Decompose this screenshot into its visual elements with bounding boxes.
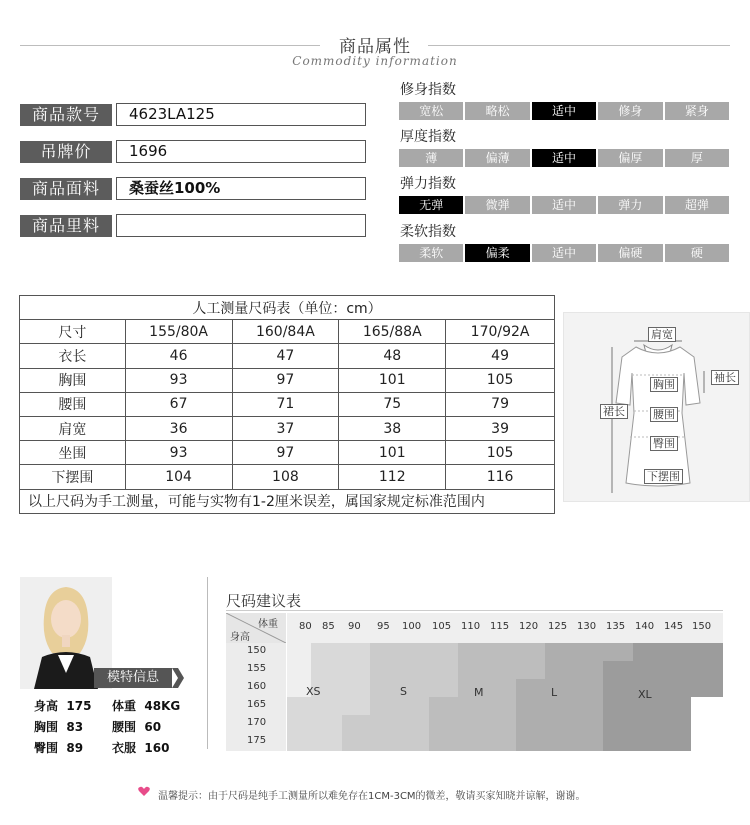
stat-value: 175 (66, 699, 92, 713)
softness-option-selected: 偏柔 (465, 244, 531, 262)
stat-label: 腰围 (112, 720, 137, 734)
thickness-option: 厚 (665, 149, 729, 167)
size-label-l: L (551, 686, 558, 699)
table-cell: 48 (339, 344, 446, 368)
title-underline (226, 610, 723, 611)
height-tick: 170 (247, 717, 267, 728)
weight-tick: 115 (490, 621, 510, 632)
fit-option: 修身 (598, 102, 664, 120)
table-cell: 39 (446, 416, 555, 440)
weight-tick: 150 (692, 621, 712, 632)
label-hem: 下摆围 (644, 469, 683, 484)
table-row (20, 368, 555, 392)
elasticity-option: 弹力 (598, 196, 664, 214)
thickness-index-title: 厚度指数 (400, 129, 456, 145)
table-cell: 93 (125, 441, 232, 465)
stat-value: 89 (66, 741, 84, 755)
axis-corner (226, 613, 286, 643)
table-cell: 49 (446, 344, 555, 368)
stat-value: 83 (66, 720, 84, 734)
elasticity-option: 微弹 (465, 196, 531, 214)
softness-option: 适中 (532, 244, 598, 262)
table-cell: 105 (446, 368, 555, 392)
height-tick: 175 (247, 735, 267, 746)
table-cell: 105 (446, 441, 555, 465)
elasticity-index-title: 弹力指数 (400, 176, 456, 192)
table-cell: 116 (446, 465, 555, 489)
table-header-cell: 尺寸 (20, 320, 126, 344)
stat-value: 160 (144, 741, 170, 755)
softness-index-title: 柔软指数 (400, 224, 456, 240)
garment-measurement-diagram (563, 312, 750, 502)
elasticity-option: 适中 (532, 196, 598, 214)
table-cell: 108 (232, 465, 339, 489)
header-rule-left (20, 45, 320, 46)
stat-value: 60 (144, 720, 162, 734)
stat-label: 身高 (34, 699, 59, 713)
thickness-option: 偏薄 (465, 149, 531, 167)
table-cell: 36 (125, 416, 232, 440)
model-clothing-size (112, 739, 169, 756)
attr-value-price: 1696 (116, 140, 366, 163)
elasticity-option: 超弹 (665, 196, 729, 214)
label-hip: 臀围 (650, 436, 678, 451)
table-cell: 67 (125, 392, 232, 416)
weight-tick: 145 (664, 621, 684, 632)
attr-value-style-no: 4623LA125 (116, 103, 366, 126)
weight-tick: 80 (299, 621, 312, 632)
section-title: 商品属性 (339, 37, 411, 57)
table-cell: 97 (232, 368, 339, 392)
table-row (20, 416, 555, 440)
heart-icon (138, 786, 150, 797)
weight-tick: 120 (519, 621, 539, 632)
table-cell: 101 (339, 441, 446, 465)
thickness-option-selected: 适中 (532, 149, 598, 167)
table-cell: 47 (232, 344, 339, 368)
height-tick: 150 (247, 645, 267, 656)
model-bust (34, 718, 83, 735)
softness-option: 偏硬 (598, 244, 664, 262)
size-table-footnote: 以上尺码为手工测量，可能与实物有1-2厘米误差，属国家规定标准范围内 (20, 489, 555, 513)
size-label-m: M (474, 686, 484, 699)
label-waist: 腰围 (650, 407, 678, 422)
table-row (20, 392, 555, 416)
attr-label-lining: 商品里料 (20, 215, 112, 237)
attr-value-fabric: 桑蚕丝100% (116, 177, 366, 200)
stat-value: 48KG (144, 699, 181, 713)
size-table-caption: 人工测量尺码表（单位：cm） (20, 296, 555, 320)
weight-tick: 125 (548, 621, 568, 632)
elasticity-option-selected: 无弹 (399, 196, 465, 214)
softness-option: 硬 (665, 244, 729, 262)
height-axis-label: 身高 (230, 632, 250, 643)
stat-label: 臀围 (34, 741, 59, 755)
model-hip (34, 739, 83, 756)
weight-tick: 100 (402, 621, 422, 632)
weight-tick: 140 (635, 621, 655, 632)
table-header-cell: 155/80A (125, 320, 232, 344)
thickness-option: 薄 (399, 149, 465, 167)
elasticity-index-scale (399, 196, 729, 214)
attr-label-price: 吊牌价 (20, 141, 112, 163)
label-chest: 胸围 (650, 377, 678, 392)
stat-label: 衣服 (112, 741, 137, 755)
softness-option: 柔软 (399, 244, 465, 262)
weight-axis-label: 体重 (258, 619, 278, 630)
row-label: 胸围 (20, 368, 126, 392)
thickness-option: 偏厚 (598, 149, 664, 167)
table-row (20, 465, 555, 489)
row-label: 衣长 (20, 344, 126, 368)
table-row (20, 441, 555, 465)
section-subtitle: Commodity information (292, 54, 458, 68)
table-cell: 101 (339, 368, 446, 392)
table-header-cell: 160/84A (232, 320, 339, 344)
label-shoulder-width: 肩宽 (648, 327, 676, 342)
table-cell: 79 (446, 392, 555, 416)
weight-tick: 135 (606, 621, 626, 632)
table-cell: 71 (232, 392, 339, 416)
table-cell: 46 (125, 344, 232, 368)
weight-tick: 110 (461, 621, 481, 632)
table-cell: 93 (125, 368, 232, 392)
stat-label: 胸围 (34, 720, 59, 734)
fit-option: 紧身 (665, 102, 729, 120)
size-table (19, 295, 555, 514)
label-skirt-length: 裙长 (600, 404, 628, 419)
row-label: 肩宽 (20, 416, 126, 440)
size-table-header (20, 320, 555, 344)
softness-index-scale (399, 244, 729, 262)
fit-option: 宽松 (399, 102, 465, 120)
row-label: 腰围 (20, 392, 126, 416)
attr-label-fabric: 商品面料 (20, 178, 112, 200)
attr-value-lining (116, 214, 366, 237)
model-waist (112, 718, 161, 735)
table-cell: 112 (339, 465, 446, 489)
table-row (20, 344, 555, 368)
table-header-cell: 170/92A (446, 320, 555, 344)
weight-tick: 85 (322, 621, 335, 632)
size-label-xs: XS (306, 685, 321, 698)
thickness-index-scale (399, 149, 729, 167)
height-tick: 155 (247, 663, 267, 674)
table-cell: 75 (339, 392, 446, 416)
section-divider (207, 577, 208, 749)
weight-tick: 90 (348, 621, 361, 632)
fit-option: 略松 (465, 102, 531, 120)
tag-arrow-icon (172, 668, 184, 688)
fit-index-scale (399, 102, 729, 120)
table-cell: 97 (232, 441, 339, 465)
weight-tick: 130 (577, 621, 597, 632)
model-weight (112, 697, 180, 714)
weight-tick: 105 (432, 621, 452, 632)
header-rule-right (428, 45, 730, 46)
height-tick: 160 (247, 681, 267, 692)
fit-index-title: 修身指数 (400, 82, 456, 98)
disclaimer-note: 温馨提示：由于尺码是纯手工测量所以难免存在1CM-3CM的微差，敬请买家知晓并谅解，谢谢。 (158, 791, 586, 802)
row-label: 坐围 (20, 441, 126, 465)
model-info-tag: 模特信息 (94, 668, 172, 688)
label-sleeve-length: 袖长 (711, 370, 739, 385)
row-label: 下摆围 (20, 465, 126, 489)
attr-label-style-no: 商品款号 (20, 104, 112, 126)
table-cell: 104 (125, 465, 232, 489)
table-cell: 37 (232, 416, 339, 440)
stat-label: 体重 (112, 699, 137, 713)
fit-option-selected: 适中 (532, 102, 598, 120)
table-cell: 38 (339, 416, 446, 440)
size-label-s: S (400, 685, 407, 698)
size-label-xl: XL (638, 688, 652, 701)
table-header-cell: 165/88A (339, 320, 446, 344)
size-zones (287, 643, 723, 751)
weight-tick: 95 (377, 621, 390, 632)
size-recommendation-title: 尺码建议表 (226, 592, 302, 610)
height-tick: 165 (247, 699, 267, 710)
model-height (34, 697, 91, 714)
